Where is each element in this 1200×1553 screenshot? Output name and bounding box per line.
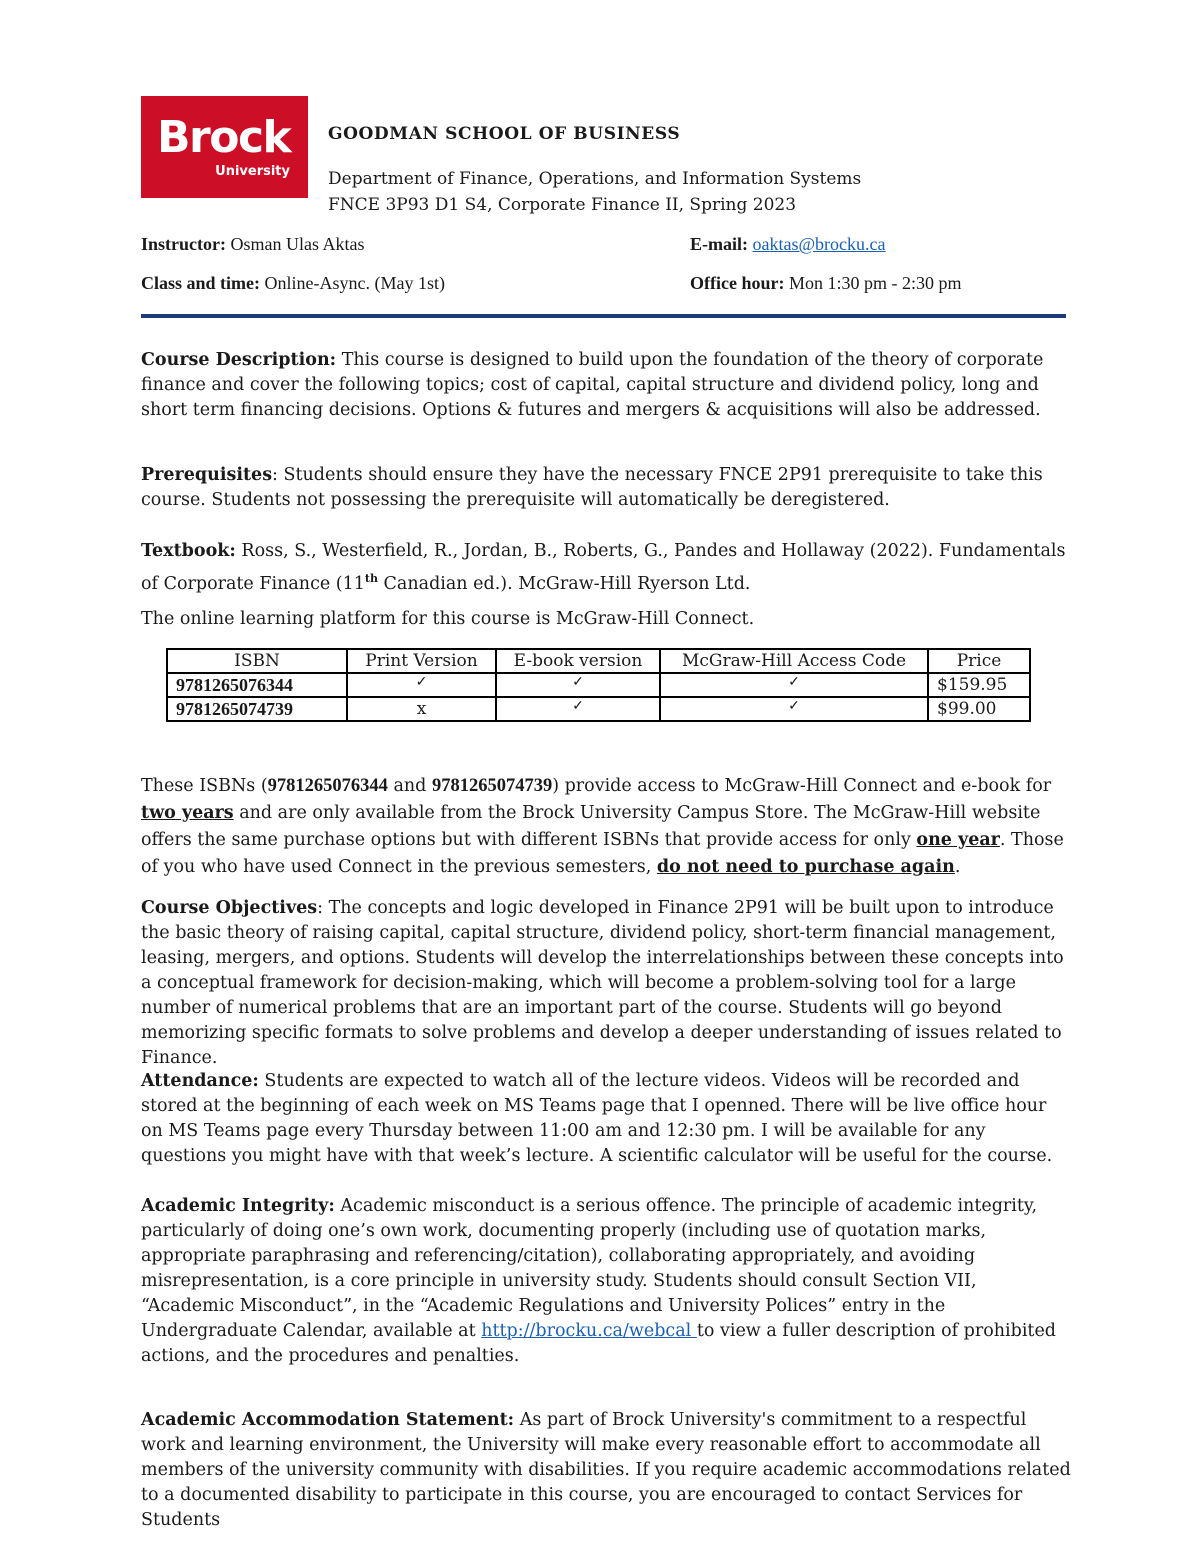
class-time-line: [141, 273, 445, 294]
isbn-note-text: These ISBNs (: [141, 776, 268, 796]
prerequisites-text: : Students should ensure they have the necessary FNCE 2P91 prerequisite to take this course. Students not possessing the prerequisite will automatically be deregistered.: [141, 465, 1043, 510]
course-objectives: [141, 896, 1071, 1071]
print-cell: [347, 673, 496, 697]
header-print: Print Version: [347, 649, 496, 673]
header-divider: [141, 314, 1066, 318]
checkmark-icon: ✓: [415, 674, 428, 690]
webcal-link[interactable]: http://brocku.ca/webcal: [481, 1321, 697, 1341]
isbn-cell: 9781265074739: [167, 697, 347, 721]
course-description-text: This course is designed to build upon the foundation of the theory of corporate finance and cover the following topics; cost of capital, capital structure and dividend policy, long and short term financing decisions. Options & futures and mergers & acquisitions will also be addressed.: [141, 350, 1044, 420]
checkmark-icon: ✓: [788, 674, 800, 690]
checkmark-icon: ✓: [788, 698, 800, 714]
course-title: FNCE 3P93 D1 S4, Corporate Finance II, Spring 2023: [328, 195, 797, 215]
ebook-cell: [496, 673, 660, 697]
email-label: E-mail:: [690, 234, 748, 254]
academic-integrity-text-b: to view a fuller description of prohibited actions, and the procedures and penalties.: [141, 1321, 1057, 1366]
instructor-name: Osman Ulas Aktas: [230, 234, 365, 254]
price-cell: $159.95: [928, 673, 1030, 697]
checkmark-icon: ✓: [572, 698, 584, 714]
isbn-cell: 9781265076344: [167, 673, 347, 697]
textbook-options-table: [166, 648, 1031, 722]
academic-accommodation-text: As part of Brock University's commitment to a respectful work and learning environment, the University will make every reasonable effort to accommodate all members of the university community with disabilities. If you require academic accommodations related to a documented disability to participate in this course, you are encouraged to contact Services for Students: [141, 1410, 1071, 1530]
department-name: Department of Finance, Operations, and Information Systems: [328, 169, 862, 189]
school-name: GOODMAN SCHOOL OF BUSINESS: [328, 124, 681, 144]
course-objectives-text: : The concepts and logic developed in Finance 2P91 will be built upon to introduce the basic theory of raising capital, capital structure, dividend policy, short-term financial management, leasing, mergers, and options. Students will develop the interrelationships between these concepts into a conceptual framework for decision-making, which will become a problem-solving tool for a large number of numerical problems that are an important part of the course. Students will go beyond memorizing specific formats to solve problems and develop a deeper understanding of issues related to Finance.: [141, 898, 1064, 1068]
header-price: Price: [928, 649, 1030, 673]
instructor-line: [141, 234, 364, 255]
one-year-emphasis: one year: [916, 830, 1000, 850]
print-cell: x: [347, 697, 496, 721]
isbn-note-text: and: [387, 776, 432, 796]
course-description-heading: Course Description:: [141, 350, 337, 370]
office-hour-label: Office hour:: [690, 273, 785, 293]
access-code-cell: [660, 673, 928, 697]
prerequisites: [141, 463, 1071, 513]
logo-wordmark: Brock: [157, 112, 291, 163]
attendance-heading: Attendance:: [141, 1071, 259, 1091]
no-repurchase-emphasis: do not need to purchase again: [656, 857, 955, 877]
textbook-heading: Textbook:: [141, 541, 236, 561]
academic-integrity-text-a: Academic misconduct is a serious offence. The principle of academic integrity, particularly of doing one’s own work, documenting properly (including use of quotation marks, appropriate paraphrasing and referencing/citation), collaborating appropriately, and avoiding misrepresentation, is a core principle in university study. Students should consult Section VII, “Academic Misconduct”, in the “Academic Regulations and University Polices” entry in the Undergraduate Calendar, available at: [141, 1196, 1038, 1341]
header-isbn: ISBN: [167, 649, 347, 673]
class-time-label: Class and time:: [141, 273, 261, 293]
isbn-note-text: ) provide access to McGraw-Hill Connect and e-book for: [552, 776, 1052, 796]
textbook-text-b: Canadian ed.). McGraw-Hill Ryerson Ltd.: [377, 573, 751, 594]
header-access-code: McGraw-Hill Access Code: [660, 649, 928, 673]
table-row: [167, 673, 1030, 697]
textbook-text-a: Ross, S., Westerfield, R., Jordan, B., Roberts, G., Pandes and Hollaway (2022). Fundamentals of Corporate Finance (11: [141, 541, 1066, 594]
course-description: [141, 348, 1071, 423]
table-row: [167, 697, 1030, 721]
ebook-cell: [496, 697, 660, 721]
email-link[interactable]: oaktas@brocku.ca: [752, 234, 886, 254]
course-objectives-heading: Course Objectives: [141, 898, 318, 918]
two-years-emphasis: two years: [141, 803, 234, 823]
isbn-note-text: and are only available from the Brock University Campus Store. The McGraw-Hill website offers the same purchase options but with different ISBNs that provide access for only: [141, 803, 1041, 850]
class-time-value: Online-Async. (May 1st): [264, 273, 445, 293]
instructor-label: Instructor:: [141, 234, 226, 254]
access-code-cell: [660, 697, 928, 721]
isbn-note: [141, 773, 1071, 881]
textbook: [141, 538, 1071, 598]
academic-integrity: [141, 1194, 1071, 1369]
office-hour-value: Mon 1:30 pm - 2:30 pm: [788, 273, 962, 293]
isbn-note-isbn2: 9781265074739: [431, 776, 553, 796]
price-cell: $99.00: [928, 697, 1030, 721]
isbn-note-isbn1: 9781265076344: [267, 776, 388, 796]
academic-accommodation-heading: Academic Accommodation Statement:: [141, 1410, 515, 1430]
checkmark-icon: ✓: [572, 674, 584, 690]
platform-note: The online learning platform for this course is McGraw-Hill Connect.: [141, 609, 755, 629]
attendance-text: Students are expected to watch all of the lecture videos. Videos will be recorded and stored at the beginning of each week on MS Teams page that I openned. There will be live office hour on MS Teams page every Thursday between 11:00 am and 12:30 pm. I will be available for any questions you might have with that week’s lecture. A scientific calculator will be useful for the course.: [141, 1071, 1053, 1166]
email-line: [690, 234, 886, 255]
isbn-note-text: . Those of you who have used Connect in the previous semesters,: [141, 830, 1064, 877]
brock-university-logo: [141, 96, 308, 198]
academic-accommodation: [141, 1408, 1071, 1533]
office-hour-line: [690, 273, 962, 294]
header-ebook: E-book version: [496, 649, 660, 673]
academic-integrity-heading: Academic Integrity:: [141, 1196, 335, 1216]
isbn-note-text: .: [954, 857, 961, 877]
table-header-row: [167, 649, 1030, 673]
textbook-edition-sup: th: [364, 572, 378, 585]
department-block: [328, 166, 861, 218]
prerequisites-heading: Prerequisites: [141, 465, 273, 485]
attendance: [141, 1069, 1071, 1169]
logo-subtitle: University: [215, 164, 290, 179]
